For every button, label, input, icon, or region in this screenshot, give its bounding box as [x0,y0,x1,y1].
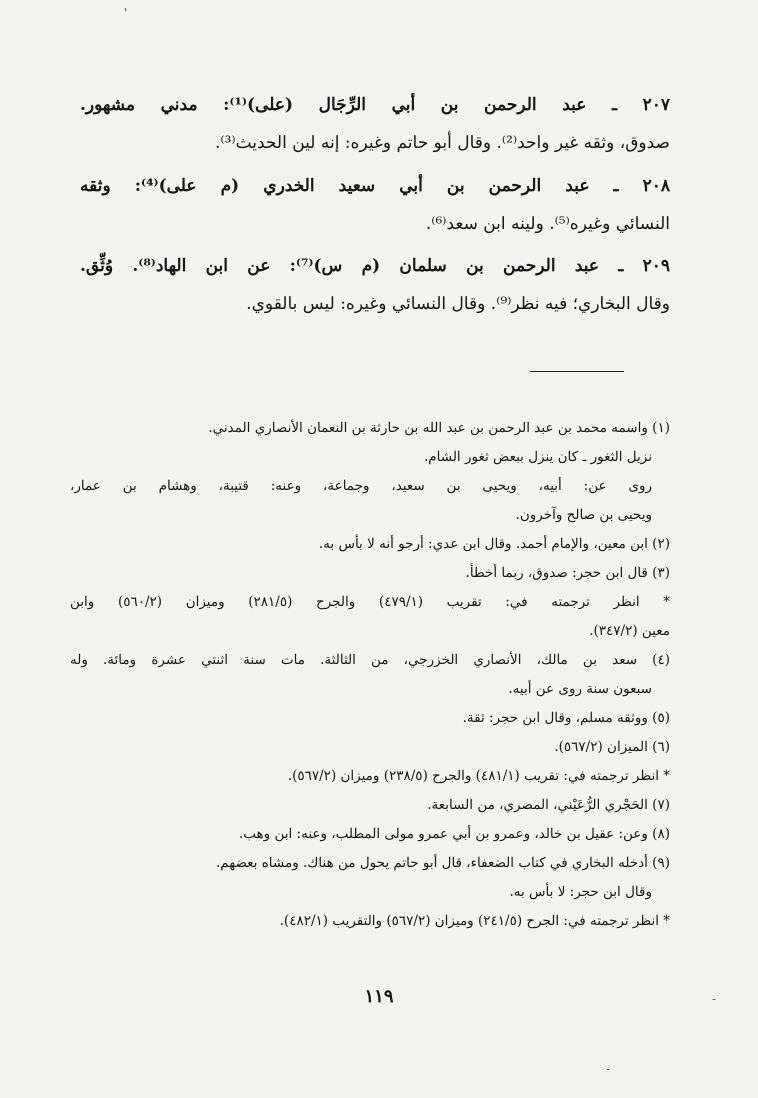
footnote-1-cont: روى عن: أبيه، ويحيى بن سعيد، وجماعة، وعنه: قتيبة، وهشام بن عمار، [70,478,652,494]
footnote-5: (٥) ووثقه مسلم، وقال ابن حجر: ثقة. [462,710,670,726]
entry-207 [80,86,670,162]
entry-208 [80,167,670,243]
footnote-4: (٤) سعد بن مالك، الأنصاري الخزرجي، من الثالثة. مات سنة اثنتي عشرة ومائة. وله [70,652,670,668]
footnote-1-cont: نزيل الثغور ـ كان ينزل ببعض ثغور الشام. [424,449,652,465]
entry-209 [80,247,670,323]
reference-note-cont: معين (٣٤٧/٢). [589,623,670,639]
footnote-4-cont: سبعون سنة روى عن أبيه. [508,681,652,697]
entry-209-heading: ٢٠٩ ـ عبد الرحمن بن سلمان (م س)⁽⁷⁾: عن ابن الهاد⁽⁸⁾. وُثِّق. [80,256,670,276]
entry-207-heading: ٢٠٧ ـ عبد الرحمن بن أبي الرِّجَال (على)⁽¹⁾: مدني مشهور. [80,95,670,115]
footnote-6: (٦) الميزان (٥٦٧/٢). [554,739,670,755]
entry-209-text: وقال البخاري؛ فيه نظر⁽⁹⁾. وقال النسائي وغيره: ليس بالقوي. [246,294,670,314]
footnote-9-cont: وقال ابن حجر: لا بأس به. [509,884,652,900]
footnote-9: (٩) أدخله البخاري في كتاب الضعفاء، قال أبو حاتم يحول من هناك. ومشاه بعضهم. [215,855,670,871]
footnote-8: (٨) وعن: عقيل بن خالد، وعمرو بن أبي عمرو مولى المطلب، وعنه: ابن وهب. [238,826,670,842]
entry-208-text: النسائي وغيره⁽⁵⁾. ولينه ابن سعد⁽⁶⁾. [425,214,670,234]
footnote-1-cont: ويحيى بن صالح وآخرون. [515,507,652,523]
scan-mark: - [606,1062,611,1076]
footnote-7: (٧) الحَجْري الرُّعَيْني، المصري، من السابعة. [427,797,670,813]
footnote-1: (١) واسمه محمد بن عبد الرحمن بن عبد الله بن حارثة بن النعمان الأنصاري المدني. [208,420,670,436]
footnote-separator [530,371,624,372]
reference-note: * انظر ترجمته في: تقريب (٤٨١/١) والجرح (٢٣٨/٥) وميزان (٥٦٧/٢). [287,768,670,784]
scan-mark: ' [124,6,128,20]
reference-note: * انظر ترجمته في: تقريب (٤٧٩/١) والجرح (٢٨١/٥) وميزان (٥٦٠/٢) وابن [70,594,670,610]
footnote-2: (٢) ابن معين، والإمام أحمد. وقال ابن عدي: أرجو أنه لا بأس به. [318,536,670,552]
entry-207-text: صدوق، وثقه غير واحد⁽²⁾. وقال أبو حاتم وغيره: إنه لين الحديث⁽³⁾. [214,133,670,153]
page-number: ١١٩ [364,986,394,1007]
footnote-3: (٣) قال ابن حجر: صدوق، ربما أخطأ. [465,565,670,581]
scan-mark: - [712,992,717,1006]
footnotes [70,414,670,936]
entry-208-heading: ٢٠٨ ـ عبد الرحمن بن أبي سعيد الخدري (م على)⁽⁴⁾: وثقه [80,176,670,196]
reference-note: * انظر ترجمته في: الجرح (٢٤١/٥) وميزان (٥٦٧/٢) والتقريب (٤٨٢/١). [279,913,670,929]
